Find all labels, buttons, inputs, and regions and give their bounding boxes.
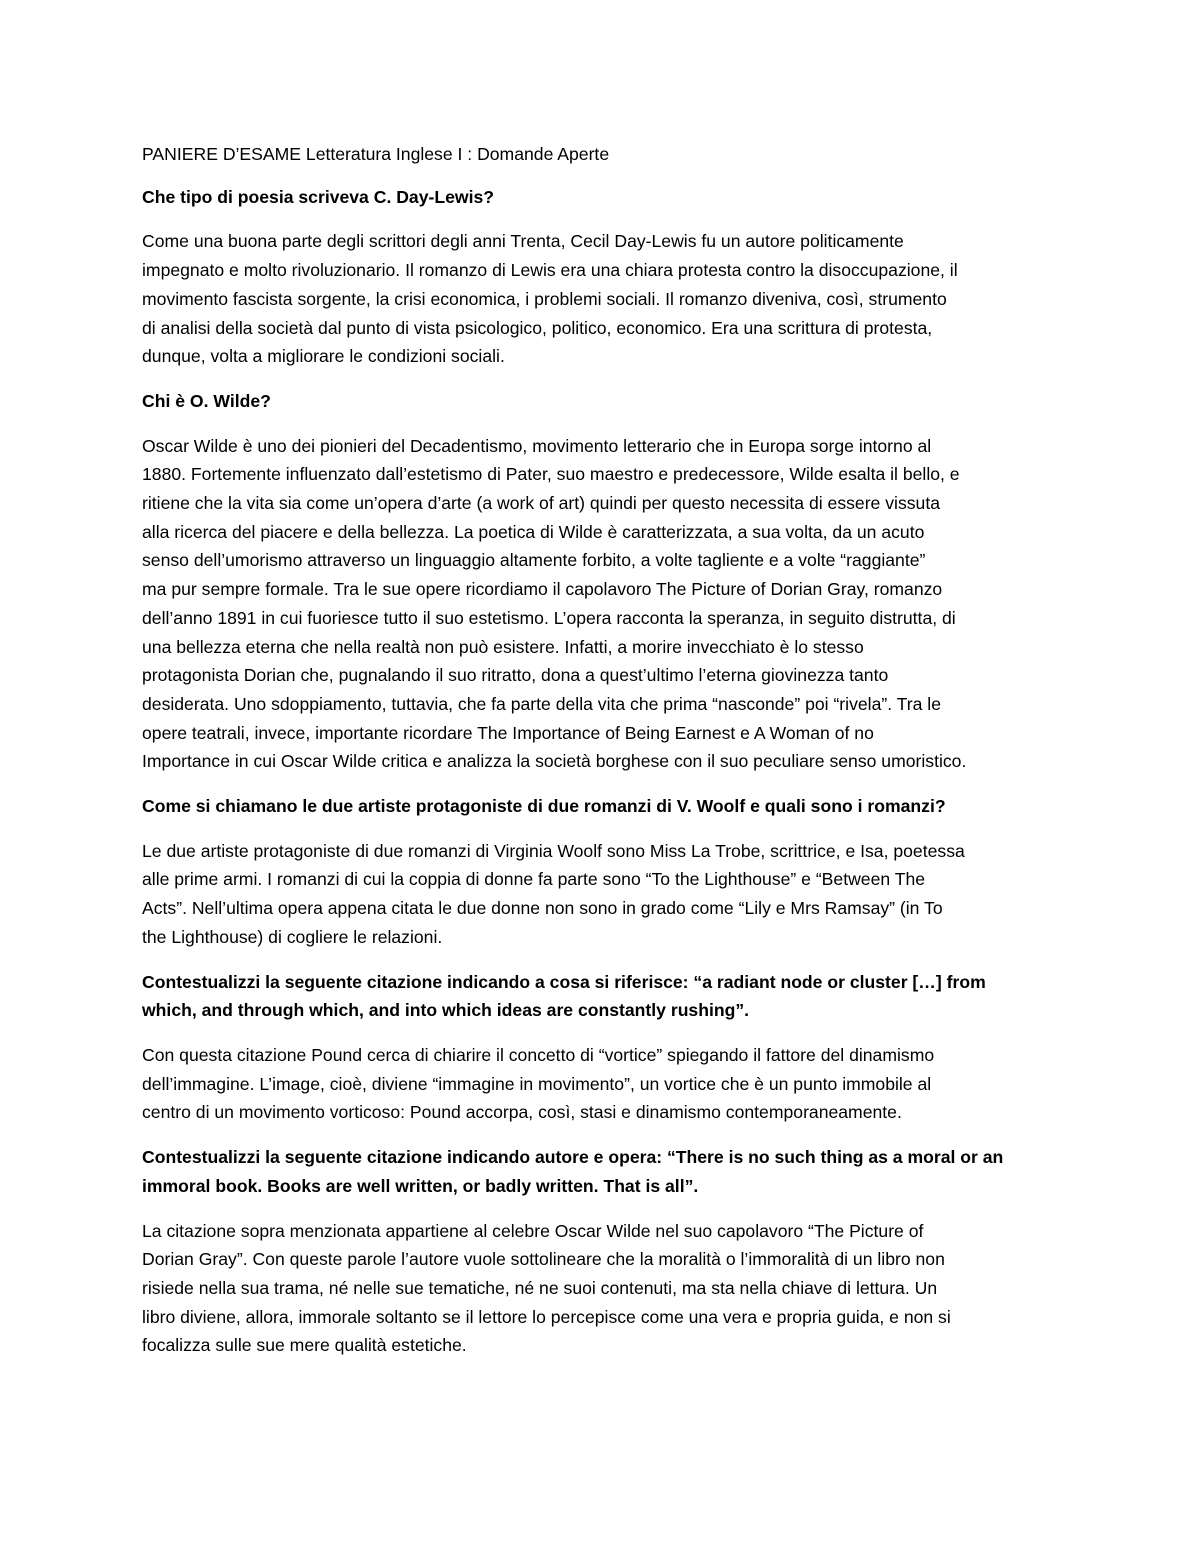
answer-line: Acts”. Nell’ultima opera appena citata le due donne non sono in grado come “Lily e Mrs Ramsay” (in To bbox=[142, 898, 943, 919]
answer-paragraph bbox=[142, 1217, 1060, 1361]
document-title: PANIERE D’ESAME Letteratura Inglese I : Domande Aperte bbox=[142, 144, 610, 164]
answer-line: opere teatrali, invece, importante ricordare The Importance of Being Earnest e A Woman of no bbox=[142, 722, 874, 743]
answer-paragraph bbox=[142, 1041, 1060, 1127]
answer-line: movimento fascista sorgente, la crisi economica, i problemi sociali. Il romanzo diveniva, così, strumento bbox=[142, 288, 947, 309]
question-line: which, and through which, and into which ideas are constantly rushing”. bbox=[142, 1000, 750, 1021]
question-line: Chi è O. Wilde? bbox=[142, 390, 271, 411]
document-body bbox=[142, 183, 1060, 1360]
answer-line: alle prime armi. I romanzi di cui la coppia di donne fa parte sono “To the Lighthouse” e “Between The bbox=[142, 869, 926, 890]
answer-line: focalizza sulle sue mere qualità estetiche. bbox=[142, 1335, 467, 1356]
answer-line: 1880. Fortemente influenzato dall’estetismo di Pater, suo maestro e predecessore, Wilde esalta il bello, e bbox=[142, 464, 960, 485]
answer-line: Importance in cui Oscar Wilde critica e analizza la società borghese con il suo peculiare senso umoristico. bbox=[142, 751, 967, 772]
answer-line: Oscar Wilde è uno dei pionieri del Decadentismo, movimento letterario che in Europa sorge intorno al bbox=[142, 435, 932, 456]
question-line: Che tipo di poesia scriveva C. Day-Lewis? bbox=[142, 186, 494, 207]
answer-line: Dorian Gray”. Con queste parole l’autore vuole sottolineare che la moralità o l’immoralità di un libro non bbox=[142, 1249, 945, 1270]
question-heading bbox=[142, 387, 1060, 416]
question-heading bbox=[142, 792, 1060, 821]
answer-line: protagonista Dorian che, pugnalando il suo ritratto, dona a quest’ultimo l’eterna giovinezza tanto bbox=[142, 665, 889, 686]
question-line: Contestualizzi la seguente citazione indicando a cosa si riferisce: “a radiant node or cluster […] from bbox=[142, 971, 986, 992]
answer-line: senso dell’umorismo attraverso un linguaggio altamente forbito, a volte tagliente e a volte “raggiante” bbox=[142, 550, 926, 571]
answer-line: Come una buona parte degli scrittori degli anni Trenta, Cecil Day-Lewis fu un autore politicamente bbox=[142, 231, 904, 252]
answer-line: una bellezza eterna che nella realtà non può esistere. Infatti, a morire invecchiato è lo stesso bbox=[142, 636, 864, 657]
answer-line: La citazione sopra menzionata appartiene al celebre Oscar Wilde nel suo capolavoro “The Picture of bbox=[142, 1220, 924, 1241]
answer-line: alla ricerca del piacere e della bellezza. La poetica di Wilde è caratterizzata, a sua volta, da un acuto bbox=[142, 521, 925, 542]
answer-line: Con questa citazione Pound cerca di chiarire il concetto di “vortice” spiegando il fattore del dinamismo bbox=[142, 1044, 935, 1065]
answer-paragraph bbox=[142, 432, 1060, 776]
document-page bbox=[142, 140, 1060, 1376]
question-heading bbox=[142, 183, 1060, 212]
answer-line: dell’immagine. L’image, cioè, diviene “immagine in movimento”, un vortice che è un punto immobile al bbox=[142, 1073, 932, 1094]
answer-line: ritiene che la vita sia come un’opera d’arte (a work of art) quindi per questo necessita di essere vissuta bbox=[142, 493, 940, 514]
answer-line: libro diviene, allora, immorale soltanto se il lettore lo percepisce come una vera e propria guida, e non si bbox=[142, 1306, 951, 1327]
answer-line: di analisi della società dal punto di vista psicologico, politico, economico. Era una scrittura di protesta, bbox=[142, 317, 933, 338]
answer-line: dell’anno 1891 in cui fuoriesce tutto il suo estetismo. L’opera racconta la speranza, in seguito distrutta, di bbox=[142, 607, 956, 628]
answer-paragraph bbox=[142, 837, 1060, 952]
question-line: Contestualizzi la seguente citazione indicando autore e opera: “There is no such thing as a moral or an bbox=[142, 1147, 1004, 1168]
question-heading bbox=[142, 968, 1060, 1025]
answer-line: the Lighthouse) di cogliere le relazioni. bbox=[142, 926, 443, 947]
answer-line: Le due artiste protagoniste di due romanzi di Virginia Woolf sono Miss La Trobe, scrittrice, e Isa, poetessa bbox=[142, 840, 965, 861]
answer-line: centro di un movimento vorticoso: Pound accorpa, così, stasi e dinamismo contemporaneamente. bbox=[142, 1102, 902, 1123]
answer-line: ma pur sempre formale. Tra le sue opere ricordiamo il capolavoro The Picture of Dorian Gray, romanzo bbox=[142, 579, 943, 600]
answer-line: desiderata. Uno sdoppiamento, tuttavia, che fa parte della vita che prima “nasconde” poi “rivela”. Tra le bbox=[142, 693, 941, 714]
answer-line: dunque, volta a migliorare le condizioni sociali. bbox=[142, 346, 505, 367]
answer-line: risiede nella sua trama, né nelle sue tematiche, né ne suoi contenuti, ma sta nella chiave di lettura. Un bbox=[142, 1277, 938, 1298]
question-heading bbox=[142, 1143, 1060, 1200]
question-line: Come si chiamano le due artiste protagoniste di due romanzi di V. Woolf e quali sono i romanzi? bbox=[142, 796, 946, 817]
question-line: immoral book. Books are well written, or badly written. That is all”. bbox=[142, 1175, 699, 1196]
answer-paragraph bbox=[142, 227, 1060, 371]
answer-line: impegnato e molto rivoluzionario. Il romanzo di Lewis era una chiara protesta contro la disoccupazione, il bbox=[142, 260, 958, 281]
